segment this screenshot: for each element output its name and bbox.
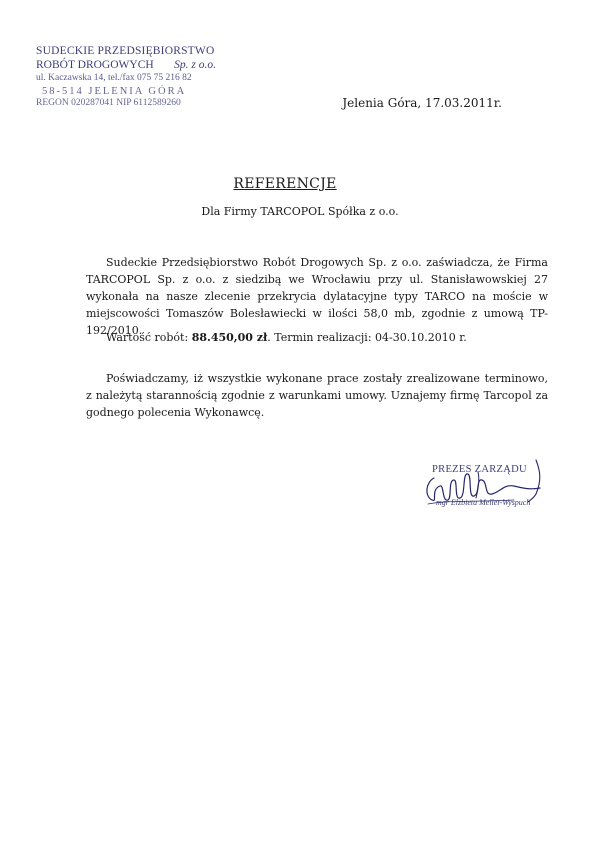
stamp-registry-numbers: REGON 020287041 NIP 6112589260: [36, 97, 181, 108]
document-title: REFERENCJE: [233, 176, 337, 192]
stamp-company-name: SUDECKIE PRZEDSIĘBIORSTWO: [36, 45, 215, 57]
value-label: Wartość robót:: [106, 331, 192, 344]
handwritten-signature-icon: [418, 450, 558, 525]
stamp-city: 58-514 JELENIA GÓRA: [42, 85, 187, 97]
signature-title: PREZES ZARZĄDU: [432, 464, 527, 475]
signature-block: [418, 450, 558, 525]
stamp-company-name-line2: [36, 58, 216, 72]
stamp-company-name-cont: ROBÓT DROGOWYCH: [36, 59, 154, 72]
body-paragraph-2: [86, 329, 548, 346]
company-stamp: [36, 44, 216, 110]
completion-date-text: . Termin realizacji: 04-30.10.2010 r.: [267, 331, 467, 344]
stamp-legal-form: Sp. z o.o.: [174, 59, 216, 72]
contract-value: 88.450,00 zł: [191, 331, 268, 344]
addressee-line: Dla Firmy TARCOPOL Spółka z o.o.: [201, 205, 399, 218]
body-paragraph-3: Poświadczamy, iż wszystkie wykonane prace zostały zrealizowane terminowo, z należytą starannością zgodnie z warunkami umowy. Uznajemy firmę Tarcopol za godnego polecenia Wykonawcę.: [86, 372, 548, 419]
stamp-address: ul. Kaczawska 14, tel./fax 075 75 216 82: [36, 72, 192, 83]
signature-printed-name: mgr Elżbieta Mellet-Wyspuch: [436, 498, 531, 507]
letter-date: Jelenia Góra, 17.03.2011r.: [342, 96, 502, 110]
body-paragraph-1: Sudeckie Przedsiębiorstwo Robót Drogowych Sp. z o.o. zaświadcza, że Firma TARCOPOL Sp. z o.o. z siedzibą we Wrocławiu przy ul. Stanisławowskiej 27 wykonała na nasze zlecenie przekrycia dylatacyjne typy TARCO na moście w miejscowości Tomaszów Bolesławiecki w ilości 58,0 mb, zgodnie z umową TP-192/2010.: [86, 256, 548, 337]
